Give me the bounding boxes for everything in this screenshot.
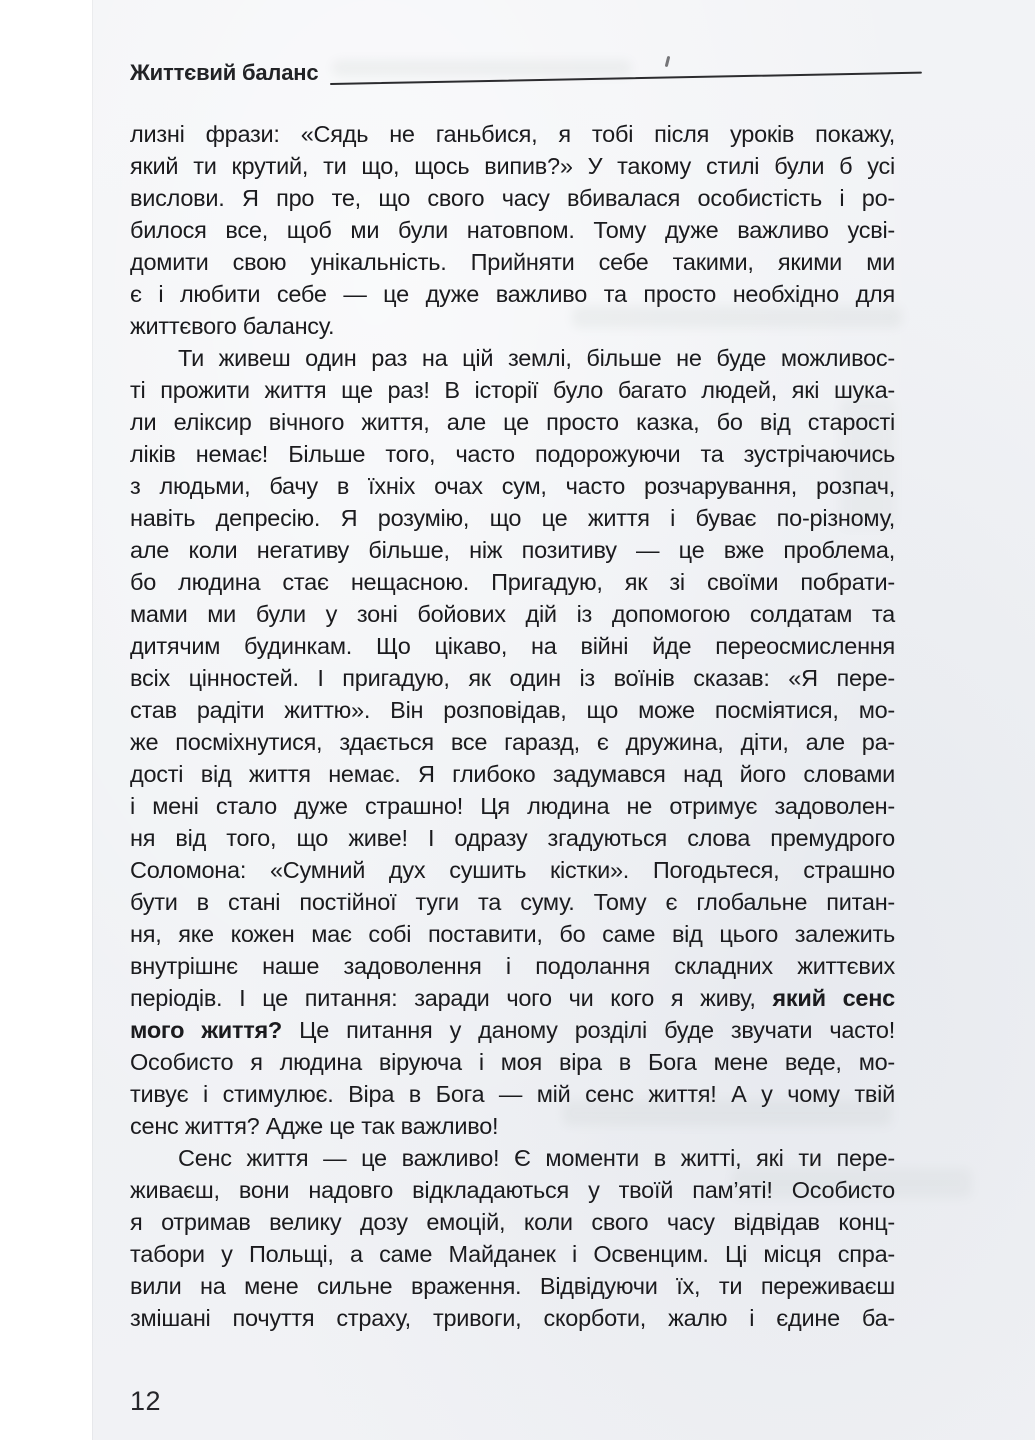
text-line: але коли негативу більше, ніж позитиву — це вже проблема, (130, 537, 895, 563)
text-line: ті прожити життя ще раз! В історії було багато людей, які шука- (130, 377, 895, 403)
text-line: з людьми, бачу в їхніх очах сум, часто розчарування, розпач, (130, 473, 895, 499)
text-line: став радіти життю». Він розповідав, що може посміятися, мо- (130, 697, 895, 723)
text-line: мами ми були у зоні бойових дій із допомогою солдатам та (130, 601, 895, 627)
text-line: вислови. Я про те, що свого часу вбивалася особистість і ро- (130, 185, 895, 211)
paragraph (130, 118, 895, 342)
text-line: який ти крутий, ти що, щось випив?» У такому стилі були б усі (130, 153, 895, 179)
text-line: всіх цінностей. І пригадую, як один із воїнів сказав: «Я пере- (130, 665, 895, 691)
text-line: живаєш, вони надовго відкладаються у твоїй пам’яті! Особисто (130, 1177, 895, 1203)
header-rule (330, 72, 922, 85)
text-line: дитячим будинкам. Що цікаво, на війні йде переосмислення (130, 633, 895, 659)
text-line: бути в стані постійної туги та суму. Тому є глобальне питан- (130, 889, 895, 915)
text-line: сенс життя? Адже це так важливо! (130, 1113, 499, 1139)
book-page (92, 0, 1035, 1440)
text-line: є і любити себе — це дуже важливо та просто необхідно для (130, 281, 895, 307)
text-line: бо людина стає нещасною. Пригадую, як зі своїми побрати- (130, 569, 895, 595)
page-number: 12 (130, 1386, 162, 1416)
ink-speck-artifact (665, 56, 671, 67)
text-line: Ти живеш один раз на цій землі, більше не буде можливос- (178, 345, 895, 371)
text-line: я отримав велику дозу емоцій, коли свого часу відвідав конц- (130, 1209, 895, 1235)
text-line: Сенс життя — це важливо! Є моменти в житті, які ти пере- (178, 1145, 895, 1171)
text-line: Особисто я людина віруюча і моя віра в Бога мене веде, мо- (130, 1049, 895, 1075)
running-header (130, 56, 895, 92)
text-line: навіть депресію. Я розумію, що це життя і буває по-різному, (130, 505, 895, 531)
text-line: тивує і стимулює. Віра в Бога — мій сенс життя! А у чому твій (130, 1081, 895, 1107)
text-line: домити свою унікальність. Прийняти себе такими, якими ми (130, 249, 895, 275)
running-header-title: Життєвий баланс (130, 60, 319, 85)
text-line: вили на мене сильне враження. Відвідуючи їх, ти переживаєш (130, 1273, 895, 1299)
text-line: же посміхнутися, здається все гаразд, є дружина, діти, але ра- (130, 729, 895, 755)
text-line: життєвого балансу. (130, 313, 335, 339)
body-text (130, 118, 895, 1334)
text-line: ли еліксир вічного життя, але це просто казка, бо від старості (130, 409, 895, 435)
text-line: періодів. І це питання: заради чого чи кого я живу, який сенс (130, 985, 895, 1011)
paragraph (130, 1142, 895, 1334)
text-line: билося все, щоб ми були натовпом. Тому дуже важливо усві- (130, 217, 895, 243)
text-line: і мені стало дуже страшно! Ця людина не отримує задоволен- (130, 793, 895, 819)
paragraph (130, 342, 895, 1142)
text-line: внутрішнє наше задоволення і подолання складних життєвих (130, 953, 895, 979)
text-line: ліків немає! Більше того, часто подорожуючи та зустрічаючись (130, 441, 895, 467)
text-line: лизні фрази: «Сядь не ганьбися, я тобі після уроків покажу, (130, 121, 895, 147)
text-line: мого життя? Це питання у даному розділі буде звучати часто! (130, 1017, 896, 1043)
text-line: дості від життя немає. Я глибоко задумався над його словами (130, 761, 895, 787)
text-line: Соломона: «Сумний дух сушить кістки». Погодьтеся, страшно (130, 857, 895, 883)
text-line: табори у Польщі, а саме Майданек і Освенцим. Ці місця спра- (130, 1241, 895, 1267)
text-line: змішані почуття страху, тривоги, скорботи, жалю і єдине ба- (130, 1305, 895, 1331)
text-line: ня, яке кожен має собі поставити, бо саме від цього залежить (130, 921, 895, 947)
text-line: ня від того, що живе! І одразу згадуються слова премудрого (130, 825, 895, 851)
